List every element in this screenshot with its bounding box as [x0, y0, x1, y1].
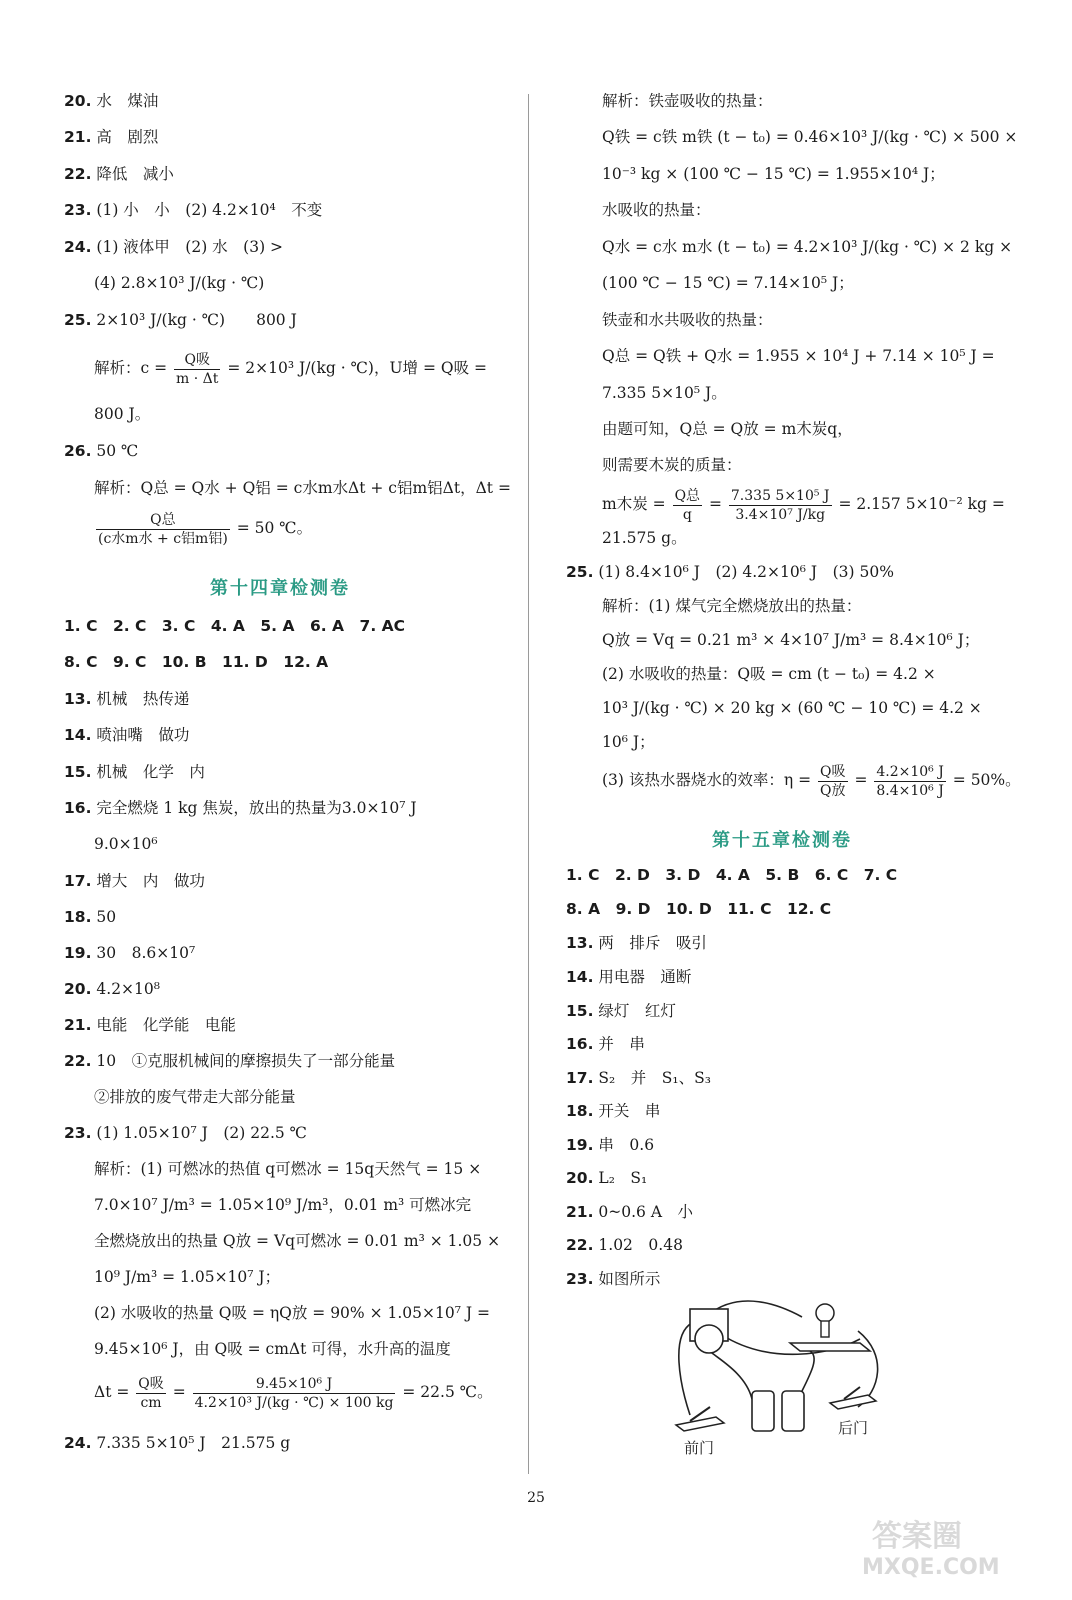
answer-18-right: 18. 开关 串 — [566, 1102, 661, 1120]
answer-14-right: 14. 用电器 通断 — [566, 968, 692, 986]
fraction: $\frac{\text{Q吸}}{cm}$ — [138, 1375, 164, 1411]
answer-13: 13. 机械 热传递 — [64, 690, 190, 708]
watermark-cn: 答案圈 — [872, 1519, 962, 1554]
answer-16: 16. 完全燃烧 1 kg 焦炭，放出的热量为3.0×10⁷ J — [64, 799, 417, 817]
front-switch — [676, 1407, 724, 1431]
fraction: $\frac{\text{4.2×10⁶ J}}{\text{8.4×10⁶ J}}$ — [876, 763, 944, 799]
answer-23b-analysis-4: 10⁹ J/m³ = 1.05×10⁷ J； — [94, 1268, 281, 1286]
answer-23-right: 23. 如图所示 — [566, 1270, 661, 1288]
answer-23b-analysis-6: 9.45×10⁶ J，由 Q吸 = cmΔt 可得，水升高的温度 — [94, 1340, 451, 1358]
chapter-14-heading: 第十四章检测卷 — [210, 578, 350, 599]
answer-19: 19. 30 8.6×10⁷ — [64, 944, 196, 962]
analysis-line: 由题可知，Q总 = Q放 = m木炭q， — [602, 420, 853, 438]
answer-22-right: 22. 1.02 0.48 — [566, 1236, 683, 1254]
analysis-line: 21.575 g。 — [602, 529, 687, 547]
analysis-line: 10⁻³ kg × (100 ℃ − 15 ℃) = 1.955×10⁴ J； — [602, 165, 945, 183]
analysis-line: 则需要木炭的质量： — [602, 456, 742, 474]
answer-14: 14. 喷油嘴 做功 — [64, 726, 190, 744]
analysis-line: 水吸收的热量： — [602, 201, 711, 219]
answer-26: 26. 50 ℃ — [64, 442, 139, 460]
answer-24b: 24. 7.335 5×10⁵ J 21.575 g — [64, 1434, 291, 1452]
page-number: 25 — [527, 1490, 545, 1506]
answer-23b-analysis-1: 解析：(1) 可燃冰的热值 q可燃冰 = 15q天然气 = 15 × — [94, 1160, 482, 1178]
answer-25-analysis-line2: 800 J。 — [94, 405, 151, 423]
answer-23: 23. (1) 小 小 (2) 4.2×10⁴ 不变 — [64, 201, 323, 219]
analysis-efficiency: (3) 该热水器烧水的效率：η = $\frac{\text{Q吸}}{\text{Q放}}$ = $\frac{\text{4.2×10⁶ J}}{\text{8.4×10⁶ J}}$ = 50%。 — [602, 763, 1021, 799]
analysis-line: 铁壶和水共吸收的热量： — [602, 311, 773, 329]
batteries — [752, 1391, 804, 1431]
answer-15: 15. 机械 化学 内 — [64, 763, 205, 781]
answer-20: 20. 水 煤油 — [64, 92, 159, 110]
answer-25-right: 25. (1) 8.4×10⁶ J (2) 4.2×10⁶ J (3) 50% — [566, 563, 894, 581]
analysis-line: Q放 = Vq = 0.21 m³ × 4×10⁷ J/m³ = 8.4×10⁶ J； — [602, 631, 980, 649]
answer-15-right: 15. 绿灯 红灯 — [566, 1002, 676, 1020]
answer-19-right: 19. 串 0.6 — [566, 1136, 655, 1154]
answer-16-right: 16. 并 串 — [566, 1035, 645, 1053]
answer-20b: 20. 4.2×10⁸ — [64, 980, 160, 998]
analysis-line: (2) 水吸收的热量：Q吸 = cm (t − t₀) = 4.2 × — [602, 665, 936, 683]
answer-22: 22. 降低 减小 — [64, 165, 174, 183]
choice-answers-row2: 8. C 9. C 10. B 11. D 12. A — [64, 653, 329, 671]
answer-24: 24. (1) 液体甲 (2) 水 (3) > — [64, 238, 284, 256]
watermark-url: MXQE.COM — [862, 1555, 1000, 1580]
back-door-label: 后门 — [838, 1419, 869, 1437]
answer-24-line2: (4) 2.8×10³ J/(kg · ℃) — [94, 274, 265, 292]
answer-21-right: 21. 0~0.6 A 小 — [566, 1203, 694, 1221]
answer-17-right: 17. S₂ 并 S₁、S₃ — [566, 1069, 711, 1087]
analysis-charcoal-mass: m木炭 = $\frac{\text{Q总}}{q}$ = $\frac{\text{7.335 5×10⁵ J}}{\text{3.4×10⁷ J/kg}}$ = 2.157 5×10⁻² kg = — [602, 487, 1005, 523]
answer-20-right: 20. L₂ S₁ — [566, 1169, 648, 1187]
circuit-diagram — [660, 1295, 890, 1460]
answer-21: 21. 高 剧烈 — [64, 128, 159, 146]
answer-26-analysis-line2: $\frac{\text{Q总}}{\text{(c水m水 + c铝m铝)}}$ = 50 ℃。 — [98, 511, 313, 547]
answer-25-analysis: 解析：c = $\frac{\text{Q吸}}{m \cdot \Delta t}$ = 2×10³ J/(kg · ℃)，U增 = Q吸 = — [94, 351, 487, 387]
answer-23b-analysis-3: 全燃烧放出的热量 Q放 = Vq可燃冰 = 0.01 m³ × 1.05 × — [94, 1232, 501, 1250]
answer-18: 18. 50 — [64, 908, 117, 926]
fraction: $\frac{\text{7.335 5×10⁵ J}}{\text{3.4×10⁷ J/kg}}$ — [730, 487, 830, 523]
answer-23b-analysis-5: (2) 水吸收的热量 Q吸 = ηQ放 = 90% × 1.05×10⁷ J = — [94, 1304, 490, 1322]
analysis-line: 7.335 5×10⁵ J。 — [602, 384, 727, 402]
choice-answers-row1: 1. C 2. D 3. D 4. A 5. B 6. C 7. C — [566, 866, 898, 884]
analysis-line: Q水 = c水 m水 (t − t₀) = 4.2×10³ J/(kg · ℃) × 2 kg × — [602, 238, 1013, 256]
column-divider — [528, 94, 529, 1474]
choice-answers-row1: 1. C 2. C 3. C 4. A 5. A 6. A 7. AC — [64, 617, 405, 635]
fraction: $\frac{\text{Q吸}}{\text{Q放}}$ — [820, 763, 846, 799]
analysis-line: (100 ℃ − 15 ℃) = 7.14×10⁵ J； — [602, 274, 854, 292]
fraction: $\frac{\text{Q吸}}{m \cdot \Delta t}$ — [176, 351, 219, 387]
choice-answers-row2: 8. A 9. D 10. D 11. C 12. C — [566, 900, 832, 918]
answer-16-line2: 9.0×10⁶ — [94, 835, 158, 853]
analysis-line: 10⁶ J； — [602, 733, 655, 751]
analysis-line: 10³ J/(kg · ℃) × 20 kg × (60 ℃ − 10 ℃) = 4.2 × — [602, 699, 982, 717]
analysis-line: Q铁 = c铁 m铁 (t − t₀) = 0.46×10³ J/(kg · ℃) × 500 × — [602, 128, 1018, 146]
lamp-on-board — [790, 1304, 870, 1351]
analysis-iron-pot: 解析：铁壶吸收的热量： — [602, 92, 773, 110]
fraction: $\frac{\text{9.45×10⁶ J}}{\text{4.2×10³ J/(kg · ℃) × 100 kg}}$ — [194, 1375, 394, 1411]
fraction: $\frac{\text{Q总}}{\text{(c水m水 + c铝m铝)}}$ — [98, 511, 228, 547]
answer-13-right: 13. 两 排斥 吸引 — [566, 934, 707, 952]
answer-23b-analysis-2: 7.0×10⁷ J/m³ = 1.05×10⁹ J/m³，0.01 m³ 可燃冰完 — [94, 1196, 472, 1214]
bell — [690, 1309, 728, 1353]
answer-17: 17. 增大 内 做功 — [64, 872, 205, 890]
analysis-line: Q总 = Q铁 + Q水 = 1.955 × 10⁴ J + 7.14 × 10⁵ J = — [602, 347, 995, 365]
front-door-label: 前门 — [684, 1439, 715, 1457]
answer-22b-line2: ②排放的废气带走大部分能量 — [94, 1088, 296, 1106]
answer-26-analysis: 解析：Q总 = Q水 + Q铝 = c水m水Δt + c铝m铝Δt，Δt = — [94, 479, 511, 497]
chapter-15-heading: 第十五章检测卷 — [712, 830, 852, 851]
answer-23b-analysis-7: Δt = $\frac{\text{Q吸}}{cm}$ = $\frac{\text{9.45×10⁶ J}}{\text{4.2×10³ J/(kg · ℃) × 100 kg}}$ = 22.5 ℃。 — [94, 1375, 493, 1411]
answer-23b: 23. (1) 1.05×10⁷ J (2) 22.5 ℃ — [64, 1124, 308, 1142]
analysis-line: 解析：(1) 煤气完全燃烧放出的热量： — [602, 597, 862, 615]
watermark-logo — [852, 1512, 1052, 1582]
answer-25: 25. 2×10³ J/(kg · ℃) 800 J — [64, 311, 297, 329]
back-switch — [830, 1387, 876, 1409]
fraction: $\frac{\text{Q总}}{q}$ — [674, 487, 701, 523]
answer-21b: 21. 电能 化学能 电能 — [64, 1016, 236, 1034]
answer-22b: 22. 10 ①克服机械间的摩擦损失了一部分能量 — [64, 1052, 396, 1070]
